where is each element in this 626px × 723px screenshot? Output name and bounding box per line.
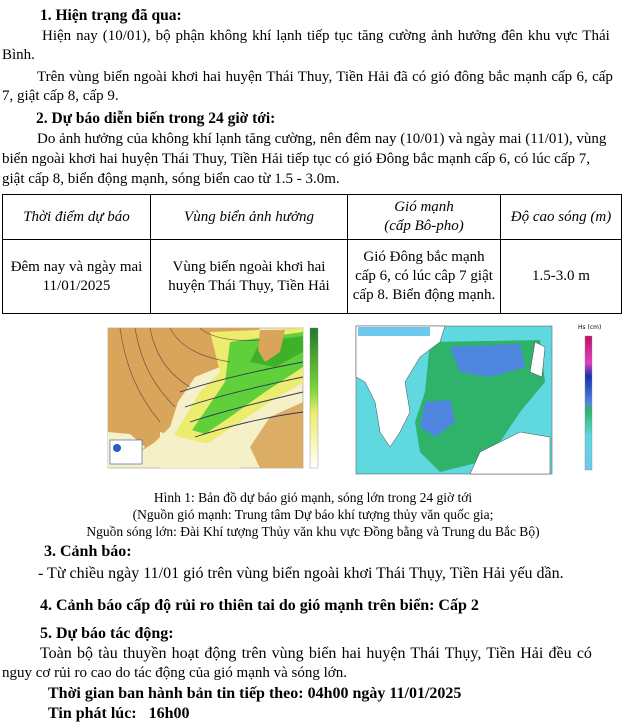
- figure-caption-line2: (Nguồn gió mạnh: Trung tâm Dự báo khí tượng thủy văn quốc gia;: [132, 507, 494, 522]
- issued-at-time: Tin phát lúc: 16h00: [48, 705, 190, 722]
- cell-wind-line1: Gió Đông bắc mạnh: [363, 249, 485, 265]
- header-wave-height: Độ cao sóng (m): [501, 195, 622, 240]
- header-strong-wind-line2: (cấp Bô-pho): [384, 218, 464, 234]
- wind-map-graphic: [100, 322, 332, 482]
- cell-wind-line2: cấp 6, có lúc câp 7 giật: [355, 268, 493, 284]
- wind-forecast-map: [100, 322, 332, 482]
- header-affected-area: Vùng biển ảnh hưởng: [151, 195, 348, 240]
- section2-para-line2: biển ngoài khơi hai huyện Thái Thuy, Tiền Hải tiếp tục có gió Đông bắc mạnh cấp 6, có lúc cấp 7,: [2, 151, 590, 167]
- section5-heading: 5. Dự báo tác động:: [40, 625, 174, 642]
- section1-para2-line2: 7, giật cấp 8, cấp 9.: [2, 88, 119, 104]
- table-row: [3, 240, 622, 314]
- section1-heading: 1. Hiện trạng đã qua:: [40, 7, 182, 24]
- section4-heading: 4. Cảnh báo cấp độ rủi ro thiên tai do gió mạnh trên biển: Cấp 2: [40, 597, 479, 614]
- section2-heading: 2. Dự báo diễn biến trong 24 giờ tới:: [36, 110, 276, 127]
- cell-forecast-time: [3, 240, 151, 314]
- cell-area-line2: huyện Thái Thụy, Tiền Hải: [168, 277, 330, 294]
- section3-text: - Từ chiều ngày 11/01 gió trên vùng biển ngoài khơi Thái Thụy, Tiền Hải yếu dần.: [38, 565, 564, 582]
- header-forecast-time: Thời điểm dự báo: [3, 195, 151, 240]
- header-strong-wind: [348, 195, 501, 240]
- section1-para2-line1: Trên vùng biển ngoài khơi hai huyện Thái Thuy, Tiền Hải đã có gió đông bắc mạnh cấp 6, cấp: [37, 69, 613, 85]
- wave-forecast-map: [350, 322, 608, 482]
- section1-para1-line1: Hiện nay (10/01), bộ phận không khí lạnh tiếp tục tăng cường ảnh hưởng đên khu vực Thái: [42, 28, 610, 44]
- section2-para-line3: giật cấp 8, biển động mạnh, sóng biển cao từ 1.5 - 3.0m.: [2, 171, 340, 187]
- cell-wind-line3: cấp 8. Biển động mạnh.: [352, 287, 496, 303]
- section3-heading: 3. Cảnh báo:: [44, 543, 132, 560]
- cell-wave-height: 1.5-3.0 m: [501, 240, 622, 314]
- section2-para-line1: Do ảnh hưởng của không khí lạnh tăng cường, nên đêm nay (10/01) và ngày mai (11/01), vùng: [37, 131, 607, 147]
- cell-time-line1: Đêm nay và ngày mai: [10, 258, 143, 275]
- wave-map-graphic: [350, 322, 608, 482]
- table-header-row: [3, 195, 622, 240]
- section5-para-line1: Toàn bộ tàu thuyền hoạt động trên vùng biển hai huyện Thái Thụy, Tiền Hải đều có: [40, 645, 592, 662]
- cell-time-line2: 11/01/2025: [42, 277, 111, 294]
- cell-area-line1: Vùng biển ngoài khơi hai: [172, 258, 326, 275]
- section5-para-line2: nguy cơ rủi ro cao do tác động của gió mạnh và sóng lớn.: [2, 665, 347, 681]
- cell-affected-area: [151, 240, 348, 314]
- section1-para1-line2: Bình.: [2, 47, 35, 63]
- figure-caption-line1: Hình 1: Bản đồ dự báo gió mạnh, sóng lớn trong 24 giờ tới: [153, 490, 473, 505]
- next-bulletin-time: Thời gian ban hành bản tin tiếp theo: 04h00 ngày 11/01/2025: [48, 685, 462, 702]
- wave-legend-title: Hs (cm): [578, 324, 602, 331]
- header-strong-wind-line1: Gió mạnh: [394, 199, 454, 215]
- forecast-table: [2, 194, 622, 314]
- figure-caption-line3: Nguồn sóng lớn: Đài Khí tượng Thủy văn khu vực Đồng bằng và Trung du Bắc Bộ): [86, 524, 540, 539]
- cell-strong-wind: [348, 240, 501, 314]
